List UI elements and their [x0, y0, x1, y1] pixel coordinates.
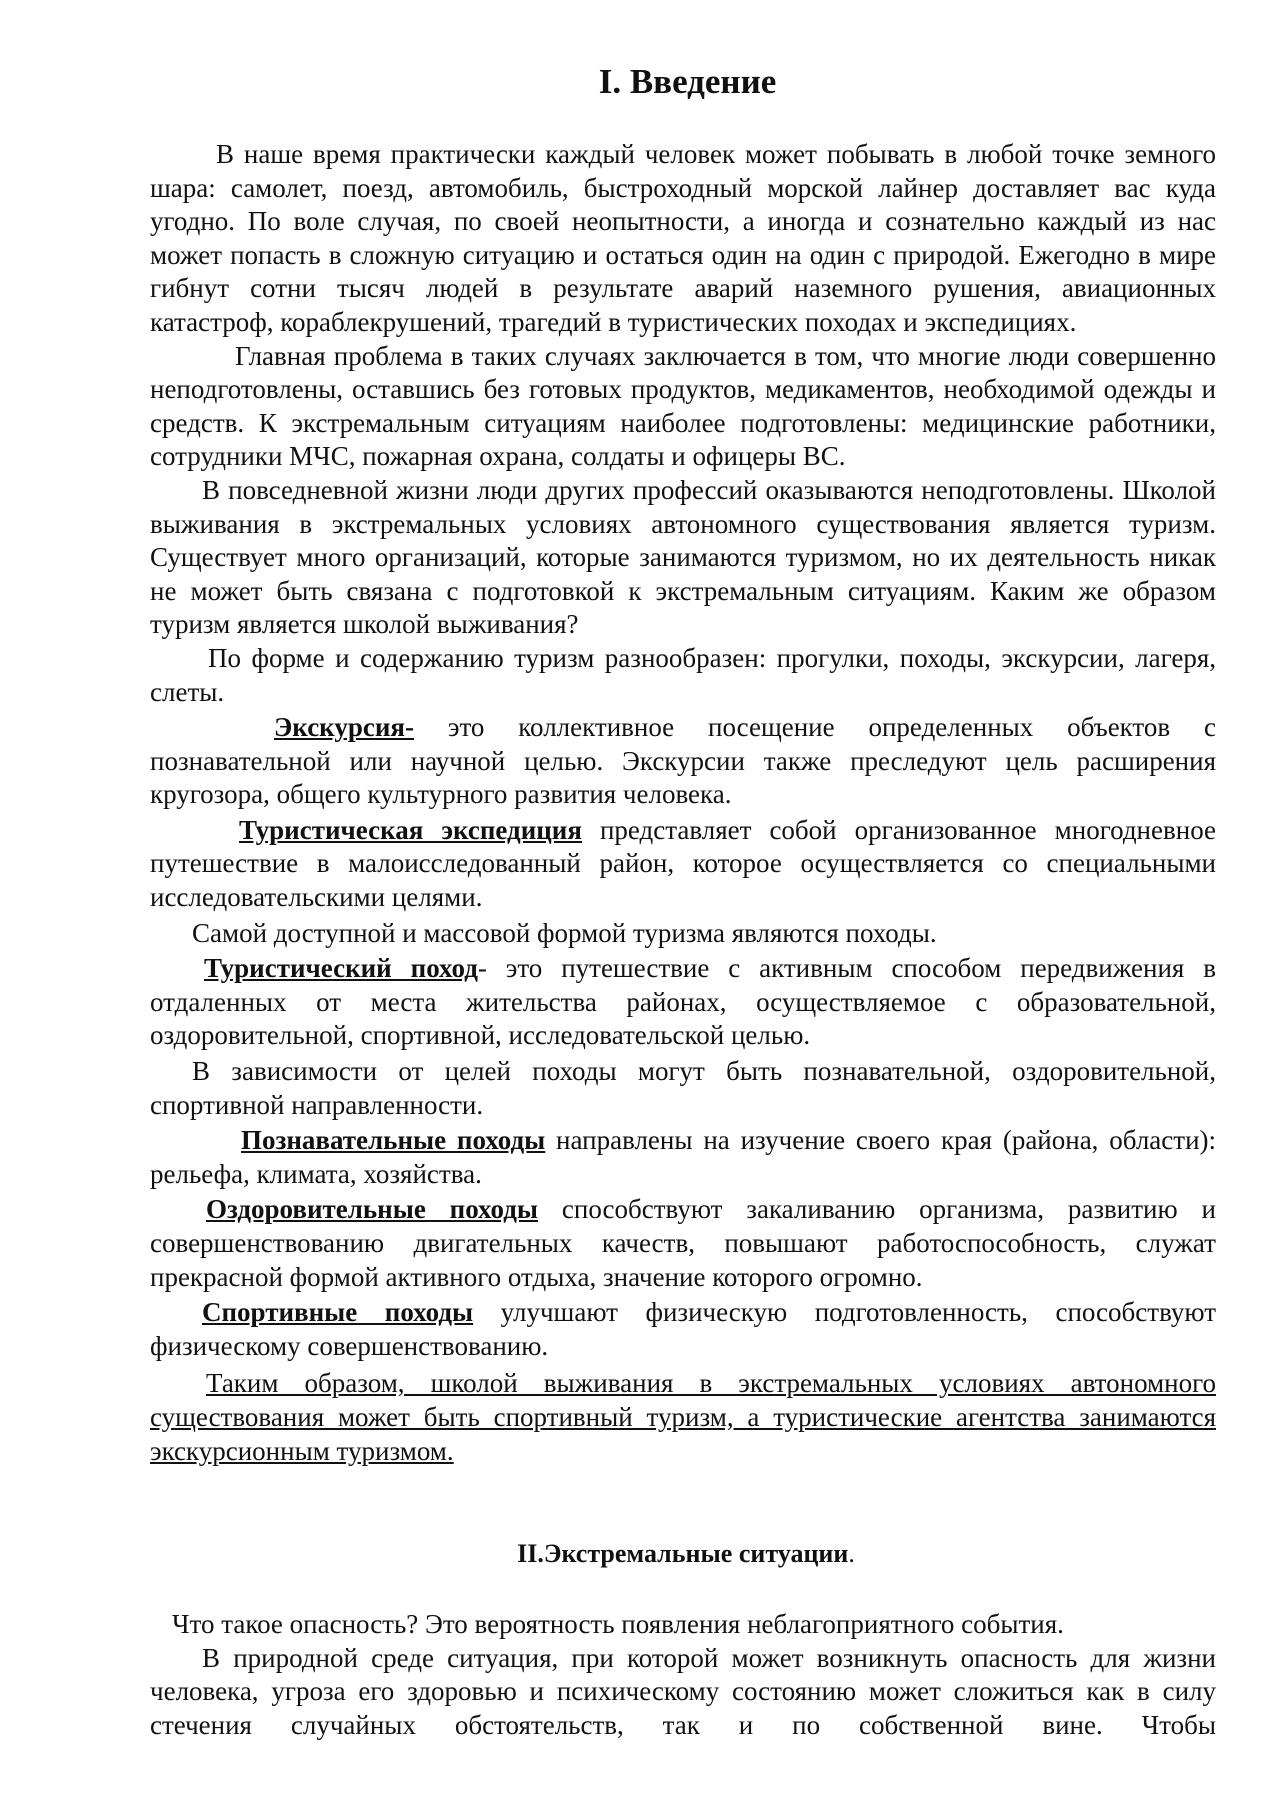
paragraph [150, 711, 1216, 812]
term-definition: направлены на изучение своего края (района, области): рельефа, климата, хозяйства. [150, 1125, 1217, 1189]
paragraph [150, 1193, 1216, 1294]
paragraph: Главная проблема в таких случаях заключается в том, что многие люди совершенно неподготовлены, оставшись без готовых продуктов, медикаментов, необходимой одежды и средств. К экстремальным ситуациям наиболее подготовлены: медицинские работники, сотрудники МЧС, пожарная охрана, солдаты и офицеры ВС. [150, 340, 1216, 472]
paragraph: В наше время практически каждый человек может побывать в любой точке земного шара: самолет, поезд, автомобиль, быстроходный морской лайнер доставляет вас куда угодно. По воле случая, по своей неопытности, а иногда и сознательно каждый из нас может попасть в сложную ситуацию и остаться один на один с природой. Ежегодно в мире гибнут сотни тысяч людей в результате аварий наземного рушения, авиационных катастроф, кораблекрушений, трагедий в туристических походах и экспедициях. [150, 139, 1216, 337]
paragraph [150, 814, 1216, 915]
term-tourist-hike: Туристический поход [204, 953, 478, 984]
term-definition: - это путешествие с активным способом передвижения в отдаленных от места жительства районах, осуществляемое с образовательной, оздоровительной, спортивной, исследовательской целью. [150, 953, 1216, 1051]
term-sport-hikes: Спортивные походы [202, 1297, 474, 1328]
term-definition: представляет собой организованное многодневное путешествие в малоисследованный район, которое осуществляется со специальными исследовательскими целями. [150, 814, 1217, 913]
section-2-title [0, 1537, 1280, 1571]
section-2-title-punct: . [848, 1539, 855, 1568]
section-1-title: I. Введение [598, 62, 777, 101]
paragraph: Что такое опасность? Это вероятность появления неблагоприятного события. [172, 1609, 1064, 1639]
paragraph: По форме и содержанию туризм разнообразен: прогулки, походы, экскурсии, лагеря, слеты. [150, 642, 1216, 707]
paragraph [150, 952, 1216, 1053]
paragraph [150, 1124, 1216, 1191]
term-health-hikes: Оздоровительные походы [206, 1194, 538, 1225]
term-definition: это коллективное посещение определенных объектов с познавательной или научной целью. Экскурсии также преследуют цель расширения кругозора, общего культурного развития человека. [150, 712, 1216, 810]
term-definition: улучшают физическую подготовленность, способствуют физическому совершенствованию. [150, 1297, 1217, 1361]
term-expedition: Туристическая экспедиция [239, 814, 582, 845]
term-definition: способствуют закаливанию организма, развитию и совершенствованию двигательных качеств, повышают работоспособность, служат прекрасной формой активного отдыха, значение которого огромно. [150, 1194, 1216, 1292]
section-2-title-text: II.Экстремальные ситуации [517, 1539, 849, 1568]
paragraph: В повседневной жизни люди других профессий оказываются неподготовлены. Школой выживания в экстремальных условиях автономного существования является туризм. Существует много организаций, которые занимаются туризмом, но их деятельность никак не может быть связана с подготовкой к экстремальным ситуациям. Каким же образом туризм является школой выживания? [150, 474, 1216, 640]
term-excursion: Экскурсия- [274, 712, 415, 743]
section-1-body [150, 138, 1216, 1468]
section-2-body [150, 1608, 1216, 1742]
paragraph: В природной среде ситуация, при которой может возникнуть опасность для жизни человека, угроза его здоровью и психическому состоянию может сложиться как в силу стечения случайных обстоятельств, так и по собственной вине. Чтобы [150, 1642, 1216, 1740]
paragraph: В зависимости от целей походы могут быть познавательной, оздоровительной, спортивной направленности. [150, 1056, 1216, 1120]
term-educational-hikes: Познавательные походы [241, 1125, 546, 1156]
paragraph [150, 1296, 1216, 1363]
paragraph: Самой доступной и массовой формой туризма являются походы. [192, 917, 937, 948]
conclusion-paragraph: Таким образом, школой выживания в экстремальных условиях автономного существования может быть спортивный туризм, а туристические агентства занимаются экскурсионным туризмом. [150, 1368, 1216, 1466]
